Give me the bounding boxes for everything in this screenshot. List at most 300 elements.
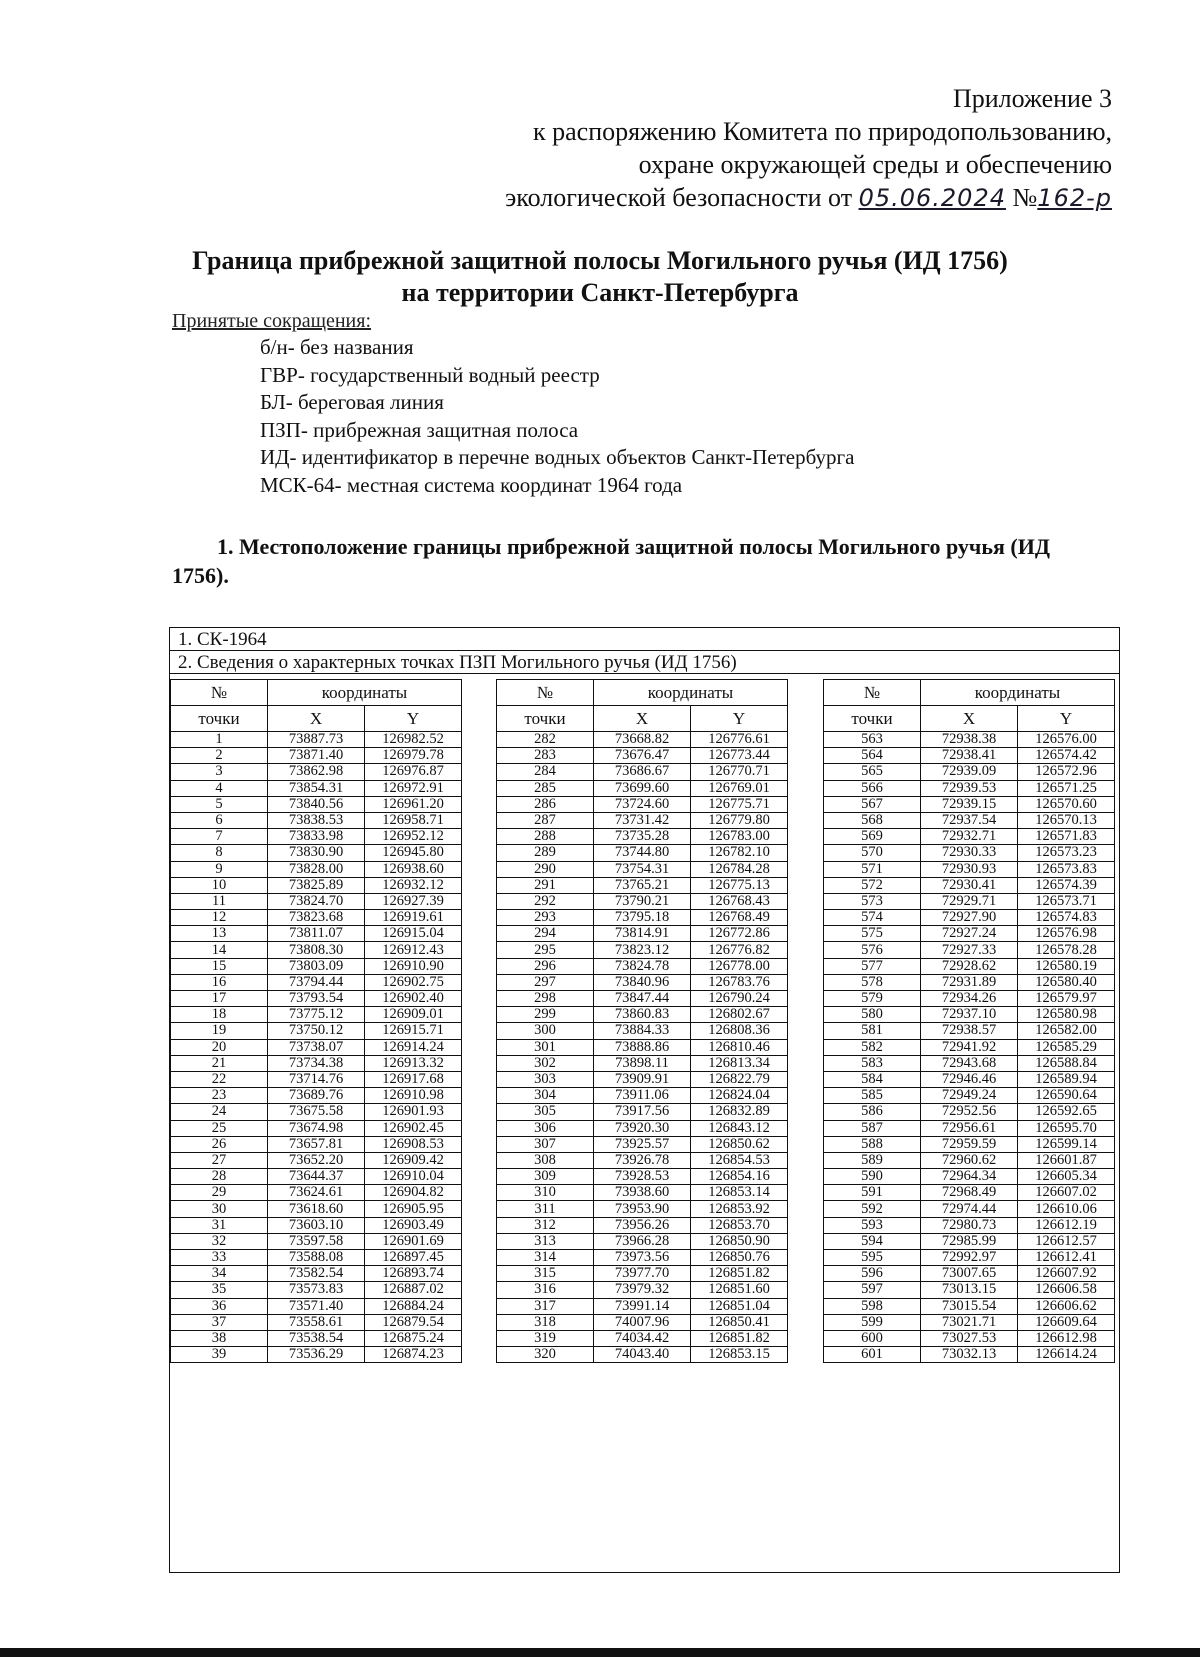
coord-x: 73795.18 (594, 910, 691, 926)
coord-y: 126808.36 (691, 1023, 788, 1039)
table-row (171, 861, 462, 877)
table-row (171, 732, 462, 748)
coord-x: 73888.86 (594, 1039, 691, 1055)
coord-x: 73689.76 (268, 1088, 365, 1104)
coord-x: 73013.15 (921, 1282, 1018, 1298)
coord-x: 73750.12 (268, 1023, 365, 1039)
abbreviation-item: ПЗП- прибрежная защитная полоса (260, 417, 579, 442)
coord-x: 73731.42 (594, 812, 691, 828)
point-number: 31 (171, 1217, 268, 1233)
coord-y: 126572.96 (1018, 764, 1115, 780)
coord-x: 73803.09 (268, 958, 365, 974)
table-row (824, 1314, 1115, 1330)
table-row (824, 1169, 1115, 1185)
coord-x: 73686.67 (594, 764, 691, 780)
coord-y: 126952.12 (365, 829, 462, 845)
coord-y: 126783.76 (691, 974, 788, 990)
coord-y: 126776.82 (691, 942, 788, 958)
coord-x: 73814.91 (594, 926, 691, 942)
table-row (171, 1233, 462, 1249)
table-row (824, 1071, 1115, 1087)
point-number: 25 (171, 1120, 268, 1136)
coord-y: 126851.04 (691, 1298, 788, 1314)
coord-y: 126576.00 (1018, 732, 1115, 748)
coord-y: 126595.70 (1018, 1120, 1115, 1136)
coord-x: 72930.41 (921, 877, 1018, 893)
coord-x: 73558.61 (268, 1314, 365, 1330)
point-number: 299 (497, 1007, 594, 1023)
point-number: 300 (497, 1023, 594, 1039)
coord-x: 72938.57 (921, 1023, 1018, 1039)
point-number: 572 (824, 877, 921, 893)
coord-y: 126887.02 (365, 1282, 462, 1298)
coord-y: 126902.40 (365, 991, 462, 1007)
coord-y: 126576.98 (1018, 926, 1115, 942)
table-row (824, 1023, 1115, 1039)
point-number: 573 (824, 893, 921, 909)
table-row (497, 1217, 788, 1233)
coord-x: 73790.21 (594, 893, 691, 909)
coord-y: 126768.43 (691, 893, 788, 909)
coord-x: 73909.91 (594, 1071, 691, 1087)
point-number: 574 (824, 910, 921, 926)
point-number: 306 (497, 1120, 594, 1136)
point-number: 23 (171, 1088, 268, 1104)
point-number: 291 (497, 877, 594, 893)
coord-x: 73588.08 (268, 1250, 365, 1266)
coord-x: 72934.26 (921, 991, 1018, 1007)
coord-y: 126851.60 (691, 1282, 788, 1298)
point-number: 569 (824, 829, 921, 845)
table-row (171, 893, 462, 909)
handwritten-number: 162-р (1037, 184, 1112, 212)
table-row (171, 796, 462, 812)
table-row (497, 1233, 788, 1249)
table-row (824, 1233, 1115, 1249)
coord-x: 73811.07 (268, 926, 365, 942)
point-number: 303 (497, 1071, 594, 1087)
table-row (497, 1120, 788, 1136)
coord-y: 126982.52 (365, 732, 462, 748)
table-row (824, 1039, 1115, 1055)
coord-x: 72968.49 (921, 1185, 1018, 1201)
coord-x: 73674.98 (268, 1120, 365, 1136)
coord-y: 126822.79 (691, 1071, 788, 1087)
coord-y: 126574.83 (1018, 910, 1115, 926)
point-number: 295 (497, 942, 594, 958)
point-number: 297 (497, 974, 594, 990)
coord-y: 126578.28 (1018, 942, 1115, 958)
table-row (497, 732, 788, 748)
coord-x: 73956.26 (594, 1217, 691, 1233)
point-number: 599 (824, 1314, 921, 1330)
coord-x: 73823.12 (594, 942, 691, 958)
coord-y: 126779.80 (691, 812, 788, 828)
point-number: 12 (171, 910, 268, 926)
point-number: 17 (171, 991, 268, 1007)
point-number: 317 (497, 1298, 594, 1314)
coord-y: 126843.12 (691, 1120, 788, 1136)
coord-y: 126850.90 (691, 1233, 788, 1249)
abbreviation-item: БЛ- береговая линия (260, 390, 444, 414)
coord-x: 73021.71 (921, 1314, 1018, 1330)
coord-x: 72964.34 (921, 1169, 1018, 1185)
coord-y: 126571.25 (1018, 780, 1115, 796)
table-row (497, 845, 788, 861)
coord-x: 73015.54 (921, 1298, 1018, 1314)
table-row (824, 1088, 1115, 1104)
point-number: 565 (824, 764, 921, 780)
point-number: 28 (171, 1169, 268, 1185)
point-number: 591 (824, 1185, 921, 1201)
point-number: 309 (497, 1169, 594, 1185)
point-number: 16 (171, 974, 268, 990)
table-row (824, 942, 1115, 958)
table-row (171, 877, 462, 893)
coord-y: 126917.68 (365, 1071, 462, 1087)
col-x-header: X (268, 706, 365, 732)
coord-x: 72929.71 (921, 893, 1018, 909)
coord-y: 126590.64 (1018, 1088, 1115, 1104)
point-number: 319 (497, 1330, 594, 1346)
coord-x: 73571.40 (268, 1298, 365, 1314)
coord-x: 74043.40 (594, 1347, 691, 1363)
col-y-header: Y (365, 706, 462, 732)
table-row (171, 1120, 462, 1136)
header-row (824, 680, 1115, 706)
table-row (171, 974, 462, 990)
coord-y: 126612.98 (1018, 1330, 1115, 1346)
point-number: 22 (171, 1071, 268, 1087)
point-number: 576 (824, 942, 921, 958)
point-number: 563 (824, 732, 921, 748)
coord-y: 126915.71 (365, 1023, 462, 1039)
point-number: 5 (171, 796, 268, 812)
point-number: 594 (824, 1233, 921, 1249)
coord-x: 73840.56 (268, 796, 365, 812)
point-number: 320 (497, 1347, 594, 1363)
coord-y: 126976.87 (365, 764, 462, 780)
table-row (497, 1250, 788, 1266)
coord-y: 126573.71 (1018, 893, 1115, 909)
table-row (171, 1104, 462, 1120)
coord-x: 73917.56 (594, 1104, 691, 1120)
coord-y: 126607.02 (1018, 1185, 1115, 1201)
table-row (497, 1298, 788, 1314)
table-row (171, 1250, 462, 1266)
point-number: 316 (497, 1282, 594, 1298)
coord-x: 73977.70 (594, 1266, 691, 1282)
point-number: 3 (171, 764, 268, 780)
coord-x: 73830.90 (268, 845, 365, 861)
col-no-header: № (824, 680, 921, 706)
coord-y: 126853.70 (691, 1217, 788, 1233)
coord-x: 73624.61 (268, 1185, 365, 1201)
point-number: 21 (171, 1055, 268, 1071)
coord-y: 126582.00 (1018, 1023, 1115, 1039)
table-row (824, 732, 1115, 748)
table-row (171, 1201, 462, 1217)
coord-y: 126607.92 (1018, 1266, 1115, 1282)
table-row (824, 926, 1115, 942)
table-row (824, 796, 1115, 812)
point-number: 593 (824, 1217, 921, 1233)
table-row (171, 1007, 462, 1023)
coord-y: 126875.24 (365, 1330, 462, 1346)
point-number: 570 (824, 845, 921, 861)
date-prefix: экологической безопасности от (505, 183, 853, 212)
coord-y: 126610.06 (1018, 1201, 1115, 1217)
point-number: 9 (171, 861, 268, 877)
table-row (497, 1330, 788, 1346)
table-row (824, 764, 1115, 780)
coord-x: 74034.42 (594, 1330, 691, 1346)
coord-y: 126574.42 (1018, 748, 1115, 764)
point-number: 284 (497, 764, 594, 780)
point-number: 27 (171, 1152, 268, 1168)
coord-x: 73926.78 (594, 1152, 691, 1168)
coord-x: 73840.96 (594, 974, 691, 990)
point-number: 37 (171, 1314, 268, 1330)
table-row (497, 1185, 788, 1201)
point-number: 289 (497, 845, 594, 861)
coord-y: 126810.46 (691, 1039, 788, 1055)
point-number: 4 (171, 780, 268, 796)
table-row (497, 991, 788, 1007)
table-row (824, 1152, 1115, 1168)
table-row (171, 812, 462, 828)
coord-x: 72927.90 (921, 910, 1018, 926)
table-row (497, 1169, 788, 1185)
col-y-header: Y (691, 706, 788, 732)
table-row (171, 991, 462, 1007)
coord-x: 72927.33 (921, 942, 1018, 958)
document-title (0, 245, 1200, 309)
coord-x: 73833.98 (268, 829, 365, 845)
coord-x: 72949.24 (921, 1088, 1018, 1104)
table-row (171, 942, 462, 958)
coords-table-1 (170, 679, 462, 1363)
point-number: 287 (497, 812, 594, 828)
abbreviations-list (260, 334, 854, 499)
table-row (171, 910, 462, 926)
point-number: 15 (171, 958, 268, 974)
table-row (497, 1201, 788, 1217)
coord-y: 126570.13 (1018, 812, 1115, 828)
coord-y: 126972.91 (365, 780, 462, 796)
table-row (171, 1152, 462, 1168)
coord-y: 126606.58 (1018, 1282, 1115, 1298)
point-number: 286 (497, 796, 594, 812)
table-row (824, 1120, 1115, 1136)
coord-x: 73838.53 (268, 812, 365, 828)
coord-x: 73738.07 (268, 1039, 365, 1055)
coord-y: 126599.14 (1018, 1136, 1115, 1152)
point-number: 318 (497, 1314, 594, 1330)
coord-y: 126874.23 (365, 1347, 462, 1363)
coord-x: 73032.13 (921, 1347, 1018, 1363)
coord-y: 126902.45 (365, 1120, 462, 1136)
coord-x: 73828.00 (268, 861, 365, 877)
coord-x: 73699.60 (594, 780, 691, 796)
title-line-2: на территории Санкт-Петербурга (401, 278, 799, 307)
coord-y: 126769.01 (691, 780, 788, 796)
point-number: 580 (824, 1007, 921, 1023)
point-number: 36 (171, 1298, 268, 1314)
table-row (171, 845, 462, 861)
point-number: 600 (824, 1330, 921, 1346)
table-row (497, 1039, 788, 1055)
coord-x: 72930.33 (921, 845, 1018, 861)
table-row (171, 1088, 462, 1104)
coord-y: 126919.61 (365, 910, 462, 926)
coord-x: 72946.46 (921, 1071, 1018, 1087)
point-number: 301 (497, 1039, 594, 1055)
table-row (497, 893, 788, 909)
point-number: 315 (497, 1266, 594, 1282)
coord-y: 126909.42 (365, 1152, 462, 1168)
point-number: 2 (171, 748, 268, 764)
coordinates-frame (169, 627, 1120, 1573)
point-number: 296 (497, 958, 594, 974)
point-number: 11 (171, 893, 268, 909)
table-row (824, 812, 1115, 828)
coord-y: 126782.10 (691, 845, 788, 861)
point-number: 1 (171, 732, 268, 748)
coord-y: 126589.94 (1018, 1071, 1115, 1087)
coord-x: 73884.33 (594, 1023, 691, 1039)
appendix-number: Приложение 3 (952, 84, 1112, 113)
coord-x: 72992.97 (921, 1250, 1018, 1266)
point-number: 33 (171, 1250, 268, 1266)
coord-y: 126961.20 (365, 796, 462, 812)
coord-x: 72928.62 (921, 958, 1018, 974)
order-reference-line: к распоряжению Комитета по природопользованию, (532, 117, 1112, 146)
point-number: 288 (497, 829, 594, 845)
coord-x: 73573.83 (268, 1282, 365, 1298)
point-number: 30 (171, 1201, 268, 1217)
coord-y: 126902.75 (365, 974, 462, 990)
committee-line: охране окружающей среды и обеспечению (638, 150, 1112, 179)
coord-x: 72938.41 (921, 748, 1018, 764)
point-number: 14 (171, 942, 268, 958)
point-number: 292 (497, 893, 594, 909)
coord-x: 73854.31 (268, 780, 365, 796)
coord-x: 73538.54 (268, 1330, 365, 1346)
table-row (497, 877, 788, 893)
point-number: 282 (497, 732, 594, 748)
point-number: 8 (171, 845, 268, 861)
table-row (497, 1136, 788, 1152)
point-number: 294 (497, 926, 594, 942)
coord-x: 73652.20 (268, 1152, 365, 1168)
table-row (497, 974, 788, 990)
coord-y: 126910.04 (365, 1169, 462, 1185)
table-row (824, 780, 1115, 796)
coord-x: 73657.81 (268, 1136, 365, 1152)
point-number: 20 (171, 1039, 268, 1055)
point-number: 13 (171, 926, 268, 942)
coord-y: 126612.19 (1018, 1217, 1115, 1233)
point-number: 285 (497, 780, 594, 796)
appendix-header (352, 82, 1112, 215)
table-row (497, 1007, 788, 1023)
coord-y: 126784.28 (691, 861, 788, 877)
table-row (824, 974, 1115, 990)
table-row (171, 1071, 462, 1087)
table-row (497, 748, 788, 764)
coord-x: 73644.37 (268, 1169, 365, 1185)
coord-x: 73966.28 (594, 1233, 691, 1249)
table-row (497, 829, 788, 845)
table-row (824, 1266, 1115, 1282)
point-number: 566 (824, 780, 921, 796)
point-number: 587 (824, 1120, 921, 1136)
coord-x: 73754.31 (594, 861, 691, 877)
coord-y: 126570.60 (1018, 796, 1115, 812)
point-number: 596 (824, 1266, 921, 1282)
coord-x: 73938.60 (594, 1185, 691, 1201)
point-number: 304 (497, 1088, 594, 1104)
date-number-line (352, 181, 1112, 215)
coord-x: 73825.89 (268, 877, 365, 893)
point-number: 312 (497, 1217, 594, 1233)
coord-x: 73794.44 (268, 974, 365, 990)
coord-x: 73618.60 (268, 1201, 365, 1217)
coord-y: 126775.13 (691, 877, 788, 893)
coord-x: 73920.30 (594, 1120, 691, 1136)
coord-x: 72927.24 (921, 926, 1018, 942)
coord-x: 72941.92 (921, 1039, 1018, 1055)
header-row (497, 680, 788, 706)
coord-y: 126958.71 (365, 812, 462, 828)
table-row (171, 1330, 462, 1346)
coord-x: 72937.54 (921, 812, 1018, 828)
coord-y: 126768.49 (691, 910, 788, 926)
coord-x: 73724.60 (594, 796, 691, 812)
table-row (171, 748, 462, 764)
coord-x: 73847.44 (594, 991, 691, 1007)
coord-x: 72985.99 (921, 1233, 1018, 1249)
point-number: 583 (824, 1055, 921, 1071)
point-number: 595 (824, 1250, 921, 1266)
table-row (497, 1282, 788, 1298)
coord-y: 126915.04 (365, 926, 462, 942)
point-number: 310 (497, 1185, 594, 1201)
coord-y: 126901.93 (365, 1104, 462, 1120)
coord-y: 126609.64 (1018, 1314, 1115, 1330)
point-number: 581 (824, 1023, 921, 1039)
coord-x: 73582.54 (268, 1266, 365, 1282)
coord-y: 126802.67 (691, 1007, 788, 1023)
coord-y: 126606.62 (1018, 1298, 1115, 1314)
point-number: 305 (497, 1104, 594, 1120)
coord-x: 73668.82 (594, 732, 691, 748)
col-no-header: № (171, 680, 268, 706)
point-number: 598 (824, 1298, 921, 1314)
coord-x: 73775.12 (268, 1007, 365, 1023)
coord-y: 126893.74 (365, 1266, 462, 1282)
table-row (497, 1104, 788, 1120)
table-row (497, 926, 788, 942)
coord-y: 126571.83 (1018, 829, 1115, 845)
coord-x: 73824.70 (268, 893, 365, 909)
coord-y: 126614.24 (1018, 1347, 1115, 1363)
coord-x: 72939.09 (921, 764, 1018, 780)
section-heading: 1. Местоположение границы прибрежной защитной полосы Могильного ручья (ИД 1756). (172, 534, 1050, 588)
subheader-row (171, 706, 462, 732)
coord-y: 126605.34 (1018, 1169, 1115, 1185)
